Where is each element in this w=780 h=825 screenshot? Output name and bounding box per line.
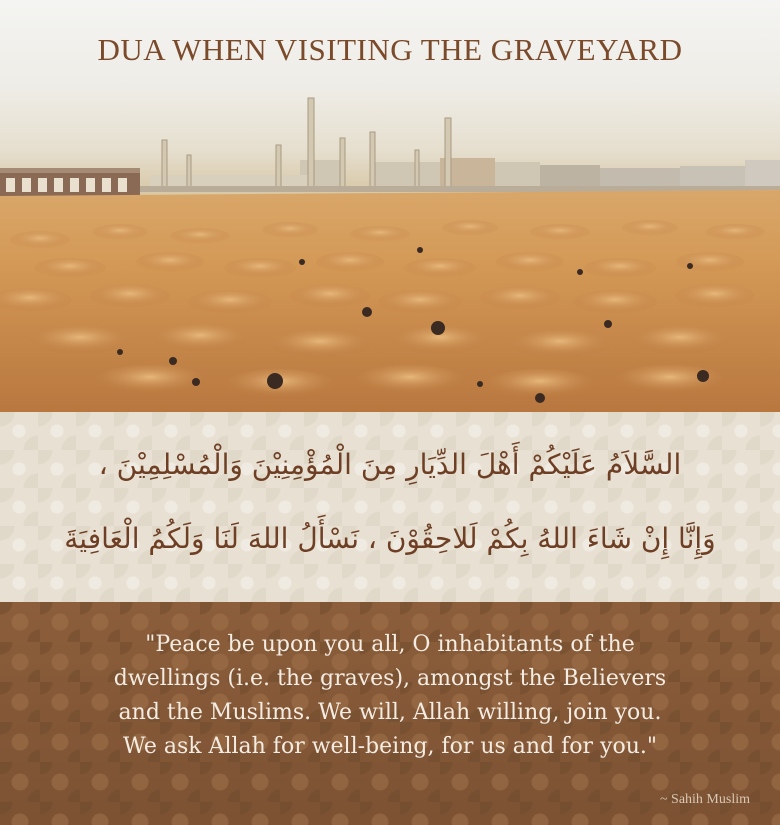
page-title: DUA WHEN VISITING THE GRAVEYARD xyxy=(97,32,683,67)
translation-line-1: "Peace be upon you all, O inhabitants of the xyxy=(145,632,635,657)
arabic-text-line-2: وَإِنَّا إِنْ شَاءَ اللهُ بِكُمْ لَلاحِقُوْنَ ، نَسْأَلُ اللهَ لَنَا وَلَكُمُ الْعَافِيَةَ xyxy=(64,522,716,555)
arabic-band xyxy=(0,412,780,602)
city-skyline xyxy=(150,158,780,188)
arabic-text-line-1: السَّلاَمُ عَلَيْكُمْ أَهْلَ الدِّيَارِ مِنَ الْمُؤْمِنِيْنَ وَالْمُسْلِمِيْنَ ، xyxy=(98,448,682,481)
translation-text xyxy=(40,628,740,764)
graveyard-photo xyxy=(0,0,780,412)
translation-line-3: and the Muslims. We will, Allah willing, join you. xyxy=(118,700,662,725)
source-citation: ~ Sahih Muslim xyxy=(659,792,750,807)
translation-line-4: We ask Allah for well-being, for us and for you." xyxy=(123,734,657,759)
colonnade xyxy=(0,168,140,196)
translation-line-2: dwellings (i.e. the graves), amongst the Believers xyxy=(113,666,667,691)
